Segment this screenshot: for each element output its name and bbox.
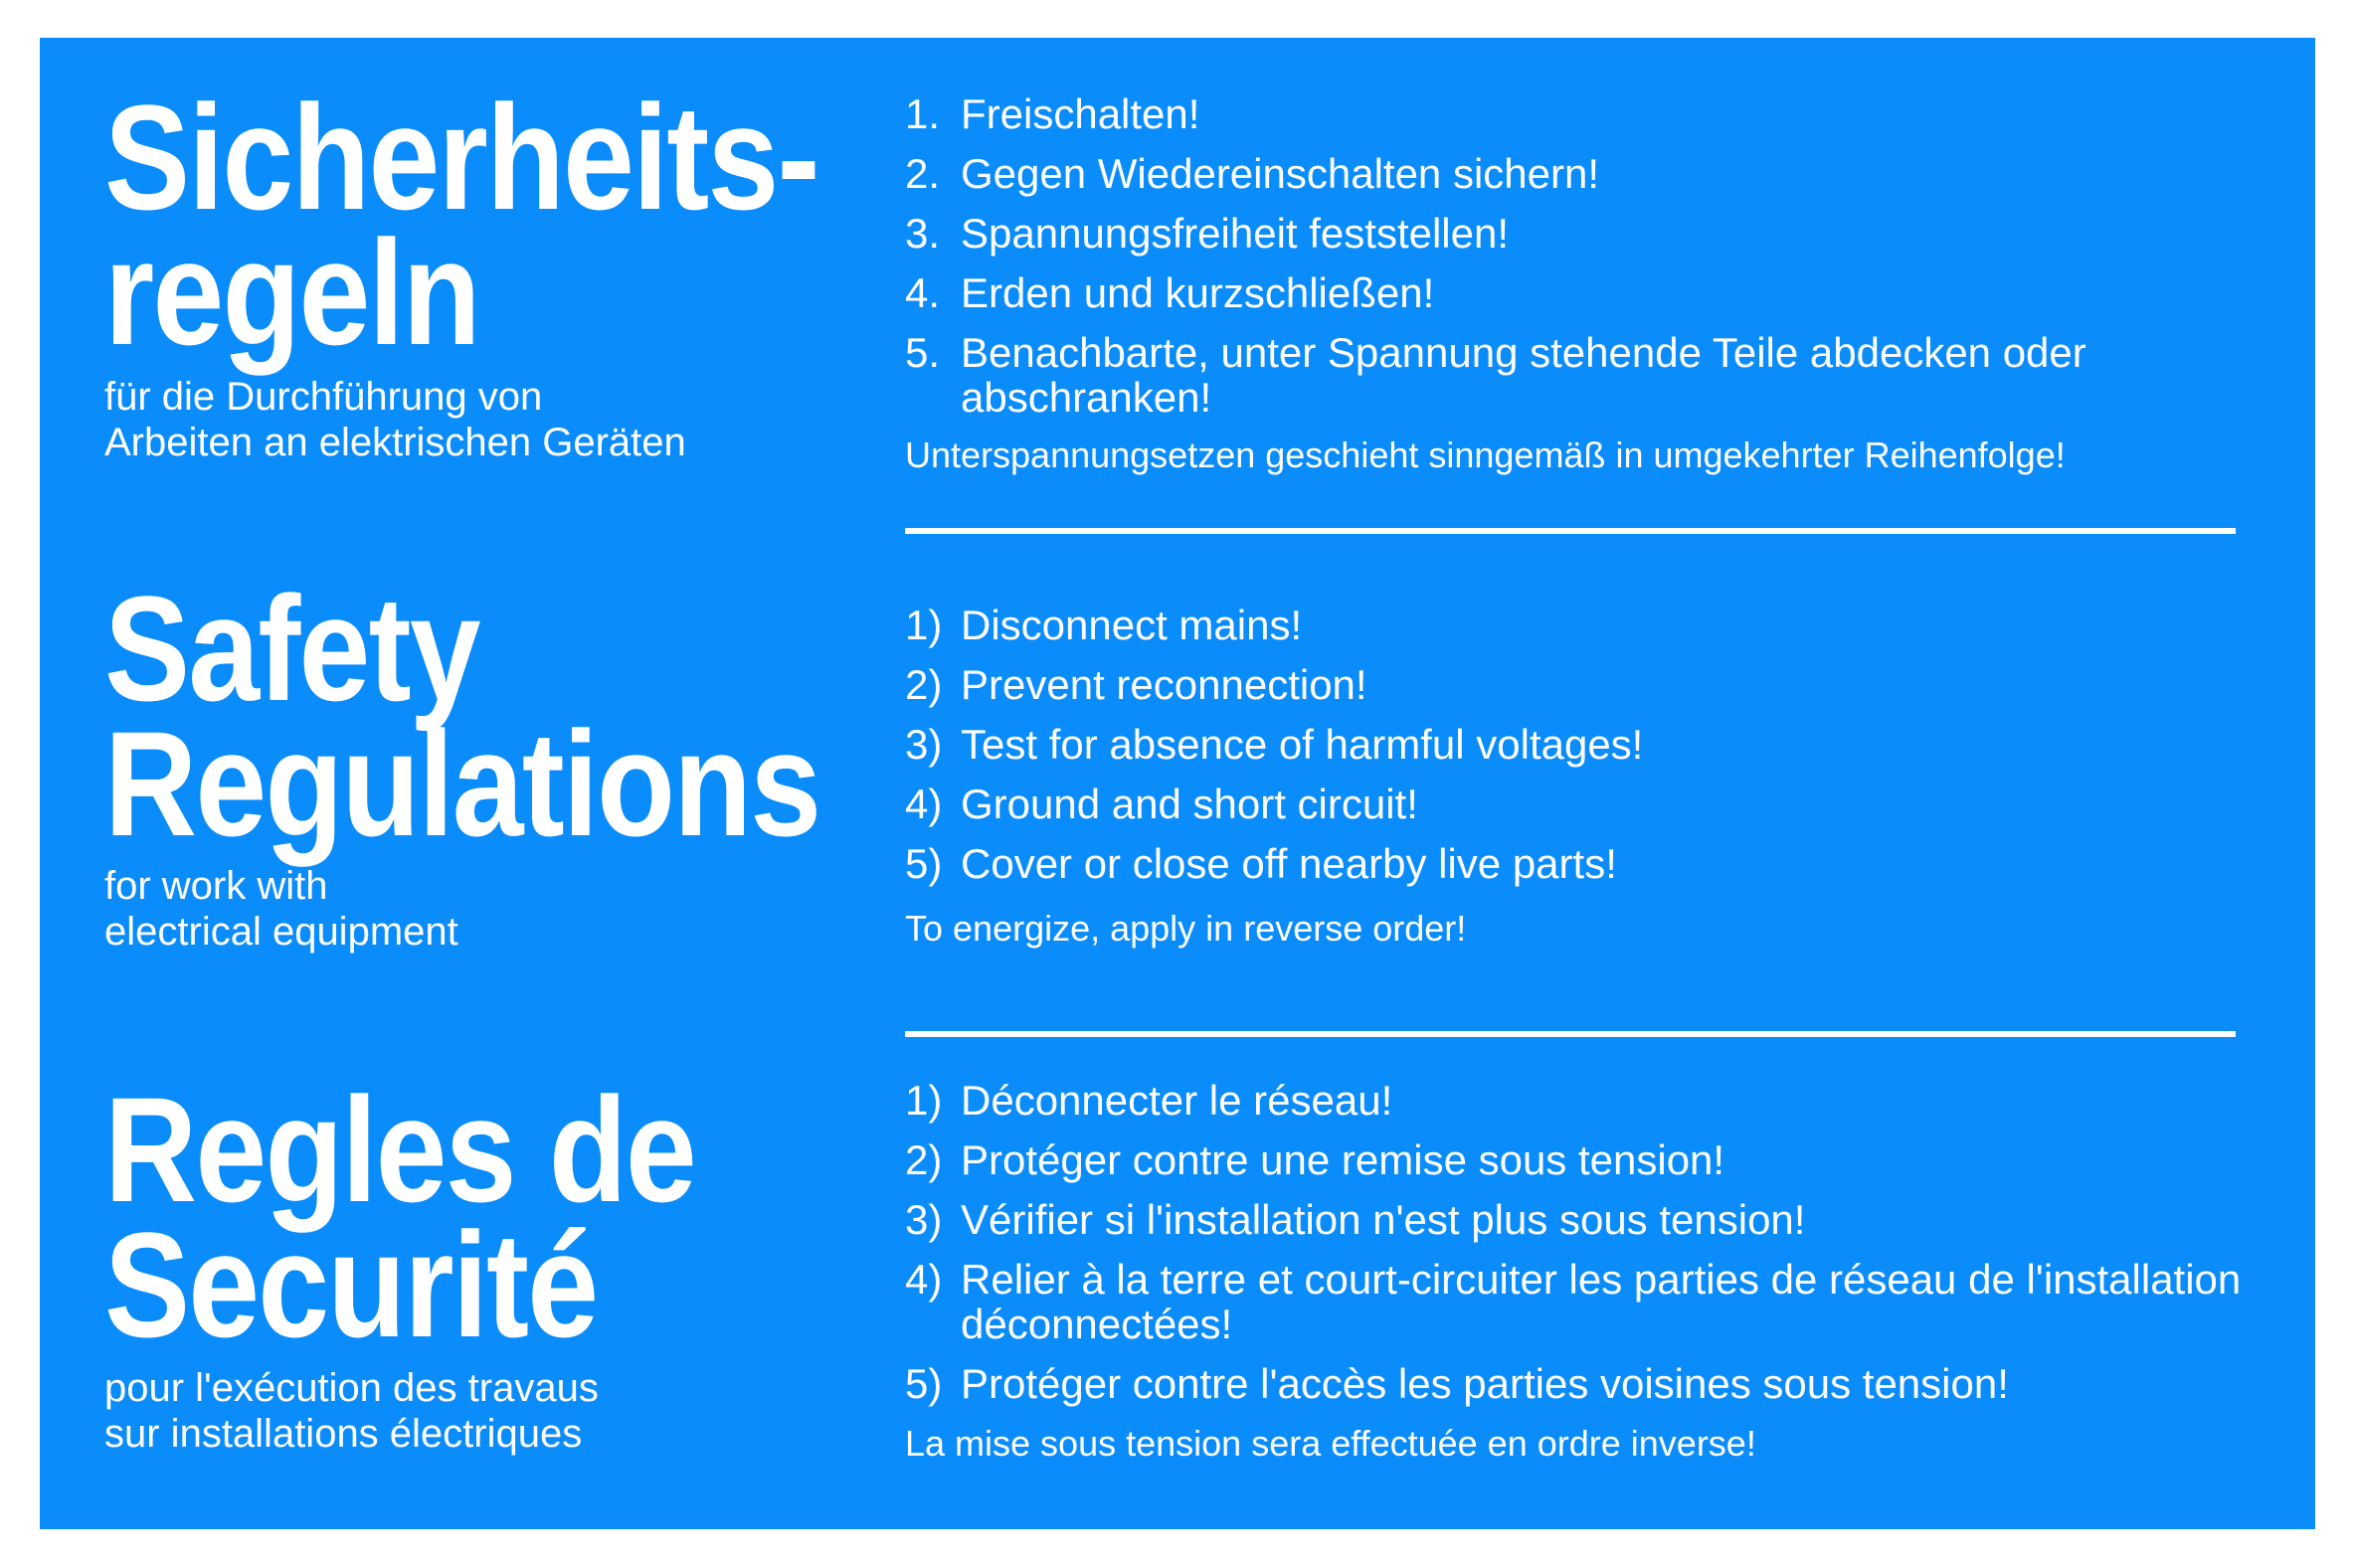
german-subtitle — [104, 374, 686, 465]
french-subtitle-line1: pour l'exécution des travaus — [104, 1366, 599, 1410]
english-rule: 5) Cover or close off nearby live parts! — [905, 840, 1617, 887]
english-rule: 1) Disconnect mains! — [905, 602, 1303, 648]
german-rule: 5. Benachbarte, unter Spannung stehende Teile abdecken oder abschranken! — [905, 329, 2086, 421]
german-subtitle-line1: für die Durchführung von — [104, 375, 543, 419]
english-title — [104, 565, 820, 867]
french-subtitle-line2: sur installations électriques — [104, 1412, 583, 1456]
german-rule: 3. Spannungsfreiheit feststellen! — [905, 210, 1510, 257]
french-rule: 3) Vérifier si l'installation n'est plus sous tension! — [905, 1196, 1806, 1243]
english-subtitle-line2: electrical equipment — [104, 910, 458, 954]
english-rule: 3) Test for absence of harmful voltages! — [905, 721, 1644, 768]
english-subtitle-line1: for work with — [104, 864, 328, 908]
section-divider — [905, 528, 2236, 534]
german-rule: 1. Freischalten! — [905, 90, 1200, 137]
german-subtitle-line2: Arbeiten an elektrischen Geräten — [104, 421, 686, 464]
english-rule: 4) Ground and short circuit! — [905, 781, 1418, 827]
french-title-line1: Regles de — [104, 1066, 695, 1233]
french-title — [104, 1066, 695, 1368]
french-rule: 1) Déconnecter le réseau! — [905, 1077, 1393, 1124]
english-note: To energize, apply in reverse order! — [905, 908, 1467, 949]
english-rule: 2) Prevent reconnection! — [905, 661, 1367, 708]
english-rules-list — [905, 603, 2277, 901]
english-title-line1: Safety — [104, 565, 479, 732]
section-divider — [905, 1031, 2236, 1037]
german-title-line1: Sicherheits- — [104, 74, 818, 241]
french-rule: 2) Protéger contre une remise sous tension! — [905, 1136, 1725, 1183]
german-note: Unterspannungsetzen geschieht sinngemäß in umgekehrter Reihenfolge! — [905, 435, 2066, 475]
english-subtitle — [104, 863, 458, 955]
french-note: La mise sous tension sera effectuée en ordre inverse! — [905, 1423, 1756, 1464]
french-subtitle — [104, 1365, 599, 1457]
french-rule: 5) Protéger contre l'accès les parties voisines sous tension! — [905, 1360, 2009, 1407]
french-title-line2: Securité — [104, 1201, 598, 1368]
german-title-line2: regeln — [104, 209, 479, 376]
french-rules-list — [905, 1078, 2277, 1421]
german-rule: 2. Gegen Wiedereinschalten sichern! — [905, 150, 1600, 197]
german-rules-list — [905, 91, 2277, 435]
german-title — [104, 74, 818, 376]
french-rule: 4) Relier à la terre et court-circuiter les parties de réseau de l'installation déconnectées! — [905, 1256, 2242, 1347]
english-title-line2: Regulations — [104, 700, 820, 867]
safety-sign — [40, 38, 2315, 1529]
german-rule: 4. Erden und kurzschließen! — [905, 269, 1435, 316]
